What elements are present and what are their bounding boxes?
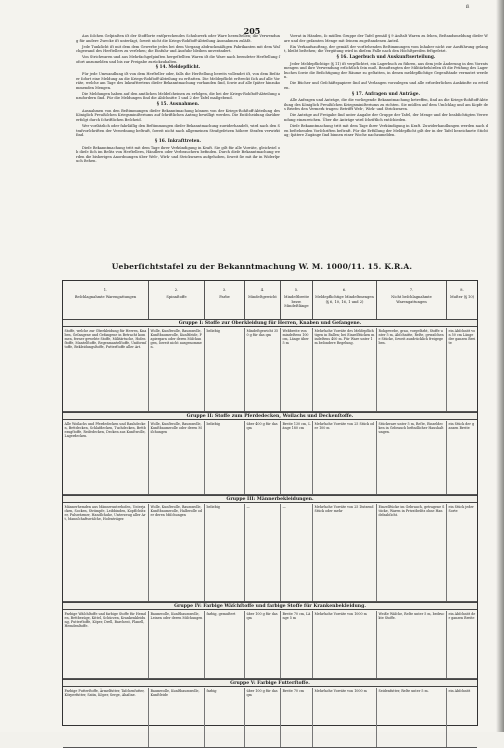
paragraph: Wer vorſätzlich oder fahrläſſig den Beſtimmungen dieſer Bekanntmachung zuwiderhandelt, wird nach den Strafvorſchriften der Verordnung beſtraft, ſoweit nicht nach allgemeinen Strafgeſetzen höhere Strafen verwirkt ſind.	[76, 124, 280, 138]
header-column-number: 4.	[260, 288, 265, 292]
header-cell	[63, 281, 149, 319]
table-cell: Stückware unter 5 m, Reſte, Einzeldecken in Gebrauch befindlicher Haushaltungen.	[377, 421, 447, 494]
table-cell: Seidenfutter, Reſte unter 5 m.	[377, 688, 447, 747]
table-cell: Männerhemden aus Männerunterhoſen, Unterjacken, Socken, Strümpfe, Leibbinden, Kopfſchützer, Pulswärmer, Handſchuhe, Unterzeug aller Art, Mannſchaftswäſche, Hoſenträger.	[63, 504, 149, 601]
header-label: Beſchlagnahmte Warengattungen	[74, 295, 137, 300]
page-edge-shadow	[496, 0, 504, 732]
table-cell: Breite 70 cm	[281, 688, 313, 747]
table-cell: Wolle, Kunſtwolle, Baumwolle, Kunſtbaumwolle, Halbwolle oder deren Miſchungen	[149, 504, 205, 601]
group-heading: Gruppe I: Stoffe zur Oberkleidung für Herren, Knaben und Geſangene.	[63, 319, 477, 327]
page-corner-mark: ß	[466, 4, 470, 10]
paragraph: Jede Tunkſicht iſt mit dem dem Gewerbe jedes bei dem Vorgang abdruckmäßigen Fabrikanten mit dem Waſchgewand des Herſtellers zu verſehen; die Einfuhr und Ausfuhr bleiben unverändert.	[76, 44, 280, 54]
header-cell	[205, 281, 245, 319]
paragraph: Dieſe Bekanntmachung tritt mit dem Tage ihrer Verkündigung in Kraft. Zuwiderhandlungen werden nach den beſtehenden Vorſchriften beſtraft. Für die Erfüllung der Meldepflicht gilt der in der Tafel bezeichnete Stichtag; ſpätere Zugänge ſind binnen einer Woche nachzumelden.	[284, 124, 488, 138]
table-cell: Baumwolle, Kunſtbaumwolle, Leinen oder deren Miſchungen	[149, 611, 205, 678]
paragraph: Die Bücher und Geſchäftspapiere ſind auf Verlangen vorzulegen und alle erforderlichen Auskünfte zu erteilen.	[284, 81, 488, 90]
header-label: Spinnſtoffe	[166, 295, 187, 300]
table-cell: Mindeſtgewicht 350 g für das qm	[245, 328, 281, 411]
table-cell: ein Stück jeder Sorte	[448, 505, 474, 513]
header-cell	[447, 281, 477, 319]
table-cell: Stoffe, welche zur Oberkleidung für Herren, Knaben, Geſangene und Gefangene in Betracht kommen, ferner gewebte Stoffe, Militärtuche, Hoſenſtoffe, Mantelſtoffe, Regenmantelſtoffe, Uniformſtoffe, Bekleidungsſtoffe, Futterſtoffe aller Art.	[63, 328, 149, 411]
table-cell: Baumwolle, Kunſtbaumwolle, Kunſtſeide	[149, 688, 205, 747]
table-cell: Mehrfache Vorräte von 25 Dutzend Stück oder mehr	[313, 504, 377, 601]
header-column-number: 8.	[460, 288, 464, 292]
left-text-column	[76, 34, 280, 165]
table-header	[63, 281, 477, 320]
header-cell	[149, 281, 205, 319]
header-label: Mindeſtgewicht	[248, 295, 277, 300]
section-heading: § 17. Anfragen und Anträge.	[352, 91, 420, 97]
paragraph: Ausnahmen von den Beſtimmungen dieſer Bekanntmachung können von der Kriegs-Rohſtoff-Abteilung des Königlich Preußiſchen Kriegsminiſteriums auf ſchriftlichen Antrag bewilligt werden. Die Entſcheidung darüber erfolgt durch ſchriftlichen Beſcheid.	[76, 108, 280, 123]
header-column-number: 3.	[222, 288, 227, 292]
header-cell	[245, 281, 281, 319]
table-cell: über 100 g für das qm	[245, 688, 281, 747]
paragraph: Dieſe Bekanntmachung tritt mit dem Tage ihrer Verkündigung in Kraft. Sie gilt für alle Vorräte, gleichviel ob dieſe ſich im Beſitz von Herſtellern, Händlern oder Verbrauchern befinden. Durch dieſe Bekanntmachung werden die bisherigen Anordnungen über Web-, Wirk- und Strickwaren aufgehoben, ſoweit ſie mit ihr in Widerſpruch ſtehen.	[76, 145, 280, 164]
table-cell: Mehrfache Vorräte von 1000 m	[313, 611, 377, 678]
header-column-number: 2.	[174, 288, 179, 292]
header-label: Mindeſtbreite bezw. Mindeſtlänge	[283, 295, 310, 309]
table-cell: Einzelſtücke im Gebrauch, getragene Stücke, Waren in Privatbeſitz ohne Handelsabſicht.	[377, 504, 447, 601]
paragraph: Von Strichwaren und aus Mehrfachgeſpinſten hergeſtellten Waren iſt die Ware nach beendeter Herſtellung ſofort anzumelden und bis zur Freigabe zurückzuhalten.	[76, 55, 280, 64]
table-cell: Mehrfache Vorräte von 25 Stück oder 100 m	[313, 421, 377, 494]
paragraph: Vorrat in Händen, ſo müſſen Gruppe der Tafel gemäß § 9 Anſtalt Waren zu ſehen, Beſtandsmeldung dieſer Ware und der geſamten Menge mit ſeinem zugeſtandenen Anteil.	[284, 34, 488, 43]
section-heading: § 16. Inkrafttreten.	[154, 138, 202, 144]
table-cell: Breite 130 cm, Länge 180 cm	[281, 421, 313, 494]
paragraph: Aus ſolchen Geſpinſten iſt der Stoffſorte entſprechendes Schuhwerk oder Ware herzuſtellen; die Verwendung für andere Zwecke iſt unterſagt, ſoweit nicht die Kriegs-Rohſtoff-Abteilung Ausnahmen zuläßt.	[76, 34, 280, 43]
header-cell	[281, 281, 313, 319]
table-row	[63, 504, 477, 602]
paragraph: Die Meldungen haben auf den amtlichen Meldeſcheinen zu erfolgen, die bei der Kriegs-Rohſtoff-Abteilung anzufordern ſind. Für die Meldungen ſind die Abſchnitte 1 und 2 der Tafel maßgebend.	[76, 91, 280, 101]
header-column-number: 7.	[409, 288, 414, 292]
page-number: 205	[243, 26, 261, 36]
header-label: Meldepflichtige Mindeſtmengen (§ 6, 10, 16, 1 und 2)	[315, 295, 374, 304]
table-cell: über 400 g für das qm	[245, 421, 281, 494]
header-column-number: 6.	[342, 288, 347, 292]
section-heading: § 14. Meldepflicht.	[155, 65, 201, 71]
table-cell: Breite 70 cm, Länge 5 m	[281, 611, 313, 678]
table-row	[63, 611, 477, 679]
overview-table	[62, 280, 478, 726]
table-cell: —	[281, 504, 313, 601]
section-heading: § 16. Lagerbuch und Auskunftserteilung.	[336, 54, 436, 60]
header-label: Nicht beſchlagnahmte Warengattungen	[391, 295, 432, 304]
table-cell: ein Abſchnitt von 50 cm Länge der ganzen Breite	[448, 329, 476, 345]
group-heading: Gruppe IV: Farbige Wäſchſtoffe und farbige Stoffe für Krankenbekleidung.	[63, 602, 477, 610]
table-cell: Mehrfache Vorräte von 1000 m	[313, 688, 377, 747]
table-cell: beliebig	[205, 328, 245, 411]
header-column-number: 1.	[103, 288, 108, 292]
paragraph: Alle Anfragen und Anträge, die die vorliegende Bekanntmachung betreffen, ſind an die Kriegs-Rohſtoff-Abteilung des Königlich Preußiſchen Kriegsminiſteriums zu richten. Sie müſſen auf dem Umſchlag und am Kopfe des Briefes den Vermerk tragen: Betrifft Web-, Wirk- und Strickwaren.	[284, 98, 488, 112]
header-cell	[377, 281, 447, 319]
table-cell: Wolle, Kunſtwolle, Baumwolle, Kunſtbaumwolle oder deren Miſchungen	[149, 421, 205, 494]
table-row	[63, 688, 477, 748]
group-heading: Gruppe III: Männerbekleidungen.	[63, 495, 477, 503]
header-column-number: 5.	[294, 288, 299, 292]
table-cell: Farbige Wäſchſtoffe und farbige Stoffe für Hemden, Bettbezüge, Kittel, Schürzen, Krankenkleidung, Futterſtoffe, Köper, Drell, Barchent, Flanell, Hemdenſtoffe.	[63, 611, 149, 678]
table-cell: Mehrfache Vorräte des Meldepflichtigen in Ballen; bei Einzelſtücken mindeſtens 400 m. Für Ware unter 1 m beſondere Regelung.	[313, 328, 377, 411]
table-cell: ein Abſchnitt der ganzen Breite	[448, 612, 476, 620]
table-cell: beliebig	[205, 421, 245, 494]
group-heading: Gruppe II: Stoffe zum Pferdedecken, Woilachs und Deckenſtoffe.	[63, 412, 477, 420]
right-text-column	[284, 34, 488, 139]
table-cell: Weiße Wäſche, Reſte unter 5 m, bedruckte Stoffe.	[377, 611, 447, 678]
group-heading: Gruppe V: Farbige Futterſtoffe.	[63, 679, 477, 687]
header-label: Muſter (§ 10)	[449, 295, 475, 300]
table-cell: Wolle, Kunſtwolle, Baumwolle, Kunſtbaumwolle, Kunſtſeide, Papiergarn oder deren Miſchungen, ſoweit nicht ausgenommen.	[149, 328, 205, 411]
table-cell: über 100 g für das qm	[245, 611, 281, 678]
paragraph: Ein Verkaufsauftrag, der gemäß der vorſtehenden Beſtimmungen vom Inhaber nicht zur Ausführung gelangt, bleibt beſtehen; die Vergütung wird in dieſem Falle nach den Höchſtpreiſen feſtgeſetzt.	[284, 44, 488, 54]
table-cell: farbig, gemuſtert	[205, 611, 245, 678]
table-cell: Alle Woilachs und Pferdedecken und Rauhdecken, Bettdecken, Schlafdecken, Tuchdecken, Bettbezugſtoffe, Reiſedecken, Decken aus Kunſtwolle, Lagerdecken.	[63, 421, 149, 494]
table-cell: —	[245, 504, 281, 601]
paragraph: Die Anträge auf Freigabe ſind unter Angabe der Gruppe der Tafel, der Menge und der beabſichtigten Verwendung einzureichen. Über die Anträge wird ſchriftlich entſchieden.	[284, 113, 488, 123]
header-label: Farbe	[219, 295, 230, 300]
section-heading: § 15. Ausnahmen.	[156, 102, 200, 108]
table-cell: Rohgewebe, grau, vorgefärbt, Stoffe unter 5 m, Abſchnitte, Reſte, gewaſchene Stücke, ſoweit ausdrücklich freigegeben.	[377, 328, 447, 411]
paragraph: Für jede Umwandlung iſt von dem Herſteller oder, falls die Herſtellung bereits vollendet iſt, von dem Beſitzer ſofort eine Meldung an die Kriegs-Rohſtoff-Abteilung zu erſtatten. Die Meldepflicht erſtreckt ſich auf alle Vorräte, welche am Tage des Inkrafttretens dieſer Bekanntmachung vorhanden ſind, ſowie auf alle ſpäter hinzukommenden Mengen.	[76, 72, 280, 90]
table-cell: Webbreite von mindeſtens 100 cm, Länge über 5 m	[281, 328, 313, 411]
table-cell: beliebig	[205, 504, 245, 601]
table-cell: farbig	[205, 688, 245, 747]
header-cell	[313, 281, 377, 319]
table-cell: Farbige Futterſtoffe, Ärmelfutter, Taſchenfutter, Körperfutter, Satin, Köper, Serge, Ahaſine.	[63, 688, 149, 747]
paragraph: Jeder Meldepflichtige (§ 11) iſt verpflichtet, ein Lagerbuch zu führen, aus dem jede Änderung in den Vorratsmengen und ihre Verwendung erſichtlich ſein muß. Beauftragten der Militärbehörden iſt die Prüfung des Lagerbuches ſowie die Beſichtigung der Räume zu geſtatten, in denen meldepflichtige Gegenſtände vermutet werden.	[284, 61, 488, 80]
table-row	[63, 421, 477, 495]
table-row	[63, 328, 477, 412]
table-cell: ein Stück der ganzen Breite	[448, 422, 475, 430]
table-cell: ein Abſchnitt	[448, 689, 471, 693]
table-title: Ueberſichtstafel zu der Bekanntmachung W. M. 1000/11. 15. K.R.A.	[111, 262, 413, 271]
